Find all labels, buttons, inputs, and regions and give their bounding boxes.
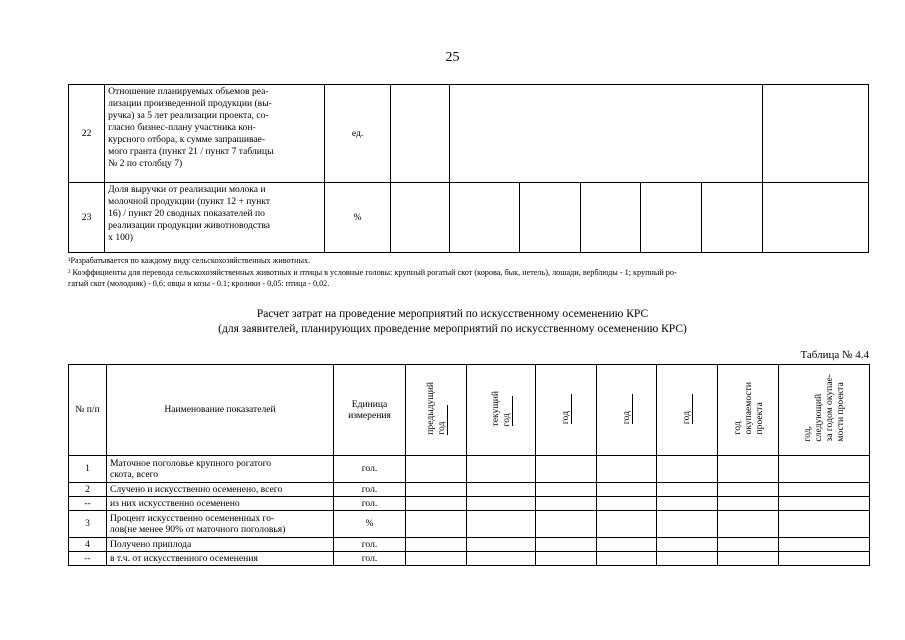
empty-cell — [779, 511, 870, 538]
footnote-2: ² Коэффициенты для перевода сельскохозяйственных животных и птицы в условные головы: крупный рогатый скот (корова, бык, нетель), лошади, верблюды - 1; крупный ро- — [68, 268, 677, 277]
empty-cell — [779, 497, 870, 511]
text-line: курсного отбора, к сумме запрашивае- — [108, 134, 266, 145]
empty-cell — [450, 183, 519, 253]
vertical-label — [490, 391, 512, 426]
row-number: 22 — [69, 85, 105, 183]
text-line: № 2 по столбцу 7) — [108, 158, 183, 169]
empty-cell — [762, 85, 868, 183]
section-subheading: (для заявителей, планирующих проведение мероприятий по искусственному осеменению КРС) — [218, 323, 687, 335]
row-unit: гол. — [334, 497, 406, 511]
footnote-1: ¹Разрабатывается по каждому виду сельскохозяйственных животных. — [68, 256, 311, 265]
table-row — [69, 511, 870, 538]
label-line: год — [500, 412, 512, 426]
empty-cell — [536, 497, 597, 511]
label-line: текущий — [489, 390, 501, 426]
table-row — [69, 552, 870, 566]
empty-cell — [597, 456, 657, 483]
header-name: Наименование показателей — [107, 365, 334, 456]
table-row — [69, 538, 870, 552]
empty-cell — [597, 511, 657, 538]
text-line: гласно бизнес-плану участника кон- — [108, 122, 256, 133]
vertical-label: год — [681, 411, 692, 425]
empty-cell — [467, 483, 536, 497]
row-number: 1 — [69, 456, 107, 483]
insemination-costs-table — [68, 364, 870, 566]
page-number: 25 — [445, 50, 460, 65]
empty-cell — [536, 483, 597, 497]
empty-cell — [657, 456, 718, 483]
label-line: мости проекта — [835, 382, 846, 443]
row-name: Случено и искусственно осеменено, всего — [107, 483, 334, 497]
empty-cell — [467, 497, 536, 511]
vertical-label: год — [560, 411, 571, 425]
text-line: ручка) за 5 лет реализации проекта, со- — [108, 110, 269, 121]
header-next-after-payback — [779, 365, 870, 456]
row-unit: гол. — [334, 538, 406, 552]
row-number: 4 — [69, 538, 107, 552]
vertical-label — [732, 382, 765, 434]
empty-cell — [467, 552, 536, 566]
year-blank-line — [571, 394, 572, 424]
row-unit: гол. — [334, 456, 406, 483]
empty-cell — [718, 497, 779, 511]
empty-cell — [536, 538, 597, 552]
table-row — [69, 483, 870, 497]
table-row — [69, 183, 869, 253]
year-blank-line — [692, 394, 693, 424]
empty-cell — [657, 497, 718, 511]
indicators-table-continued — [68, 84, 869, 253]
table-row — [69, 85, 869, 183]
empty-cell — [536, 511, 597, 538]
table-header-row — [69, 365, 870, 456]
empty-cell — [536, 552, 597, 566]
empty-cell — [779, 538, 870, 552]
vertical-label — [425, 382, 447, 435]
label-line: следующий — [813, 394, 824, 443]
row-unit: % — [324, 183, 390, 253]
text-line: лов(не менее 90% от маточного поголовья) — [110, 524, 286, 535]
empty-cell — [718, 538, 779, 552]
empty-cell — [519, 183, 580, 253]
label-line: окупаемости — [742, 382, 754, 435]
table-number: Таблица № 4.4 — [800, 349, 869, 361]
empty-cell — [597, 497, 657, 511]
label-line: год, — [802, 426, 813, 443]
empty-cell — [406, 456, 467, 483]
header-year-2 — [597, 365, 657, 456]
row-unit: ед. — [324, 85, 390, 183]
empty-cell — [718, 552, 779, 566]
row-number: 2 — [69, 483, 107, 497]
row-name: Получено приплода — [107, 538, 334, 552]
row-number: -- — [69, 552, 107, 566]
text-line: скота, всего — [110, 469, 159, 480]
text-line: Маточное поголовье крупного рогатого — [110, 457, 272, 469]
label-line: год — [731, 421, 743, 435]
header-previous-year — [406, 365, 467, 456]
vertical-label: год — [620, 411, 632, 425]
row-unit: гол. — [334, 552, 406, 566]
row-unit: гол. — [334, 483, 406, 497]
empty-cell — [702, 183, 762, 253]
empty-cell — [597, 538, 657, 552]
empty-cell — [391, 85, 450, 183]
empty-cell — [597, 552, 657, 566]
row-number: -- — [69, 497, 107, 511]
text-line: х 100) — [108, 232, 133, 243]
empty-cell — [657, 552, 718, 566]
empty-cell — [597, 483, 657, 497]
empty-cell — [718, 456, 779, 483]
label-line: год — [435, 421, 447, 435]
row-name — [107, 456, 334, 483]
label-line: проекта — [753, 402, 765, 435]
empty-cell — [779, 552, 870, 566]
empty-cell — [657, 483, 718, 497]
header-current-year — [467, 365, 536, 456]
header-unit — [334, 365, 406, 456]
footnote-2-continued: гатый скот (молодняк) - 0,6; овцы и козы - 0.1; кролики - 0,05: птица - 0,02. — [68, 279, 330, 288]
empty-cell — [779, 456, 870, 483]
empty-cell — [641, 183, 702, 253]
text-line: 16) / пункт 20 сводных показателей по — [108, 208, 265, 219]
empty-cell — [467, 511, 536, 538]
header-num: № п/п — [69, 365, 107, 456]
empty-cell — [391, 183, 450, 253]
empty-cell — [406, 497, 467, 511]
empty-cell — [762, 183, 868, 253]
empty-cell — [406, 552, 467, 566]
empty-cell — [718, 483, 779, 497]
header-year-3 — [657, 365, 718, 456]
label-line: предыдущий — [424, 381, 436, 435]
header-payback-year — [718, 365, 779, 456]
table-row — [69, 497, 870, 511]
row-name: в т.ч. от искусственного осеменения — [107, 552, 334, 566]
row-unit: % — [334, 511, 406, 538]
table-row — [69, 456, 870, 483]
empty-cell — [467, 456, 536, 483]
text-line: Доля выручки от реализации молока и — [108, 184, 266, 195]
empty-cell — [779, 483, 870, 497]
text-line: молочной продукции (пункт 12 + пункт — [108, 196, 271, 207]
header-unit-line: Единица — [351, 398, 388, 410]
empty-cell — [406, 511, 467, 538]
empty-cell — [406, 483, 467, 497]
row-name — [107, 511, 334, 538]
row-description — [105, 85, 325, 183]
row-number: 3 — [69, 511, 107, 538]
row-description — [105, 183, 325, 253]
label-line: за годом окупае- — [824, 374, 835, 443]
section-heading: Расчет затрат на проведение мероприятий по искусственному осеменению КРС — [256, 308, 649, 320]
text-line: Процент искусственно осемененных го- — [110, 512, 275, 524]
text-line: реализации продукции животноводства — [108, 220, 271, 231]
empty-cell — [450, 85, 762, 183]
vertical-label — [802, 374, 846, 442]
empty-cell — [580, 183, 640, 253]
empty-cell — [467, 538, 536, 552]
row-number: 23 — [69, 183, 105, 253]
empty-cell — [657, 538, 718, 552]
header-unit-line: измерения — [348, 410, 391, 421]
empty-cell — [406, 538, 467, 552]
text-line: лизации произведенной продукции (вы- — [108, 98, 272, 109]
text-line: мого гранта (пункт 21 / пункт 7 таблицы — [108, 146, 274, 157]
empty-cell — [536, 456, 597, 483]
empty-cell — [657, 511, 718, 538]
text-line: Отношение планируемых объемов реа- — [108, 86, 269, 97]
empty-cell — [718, 511, 779, 538]
row-name: из них искусственно осеменено — [107, 497, 334, 511]
header-year-1 — [536, 365, 597, 456]
